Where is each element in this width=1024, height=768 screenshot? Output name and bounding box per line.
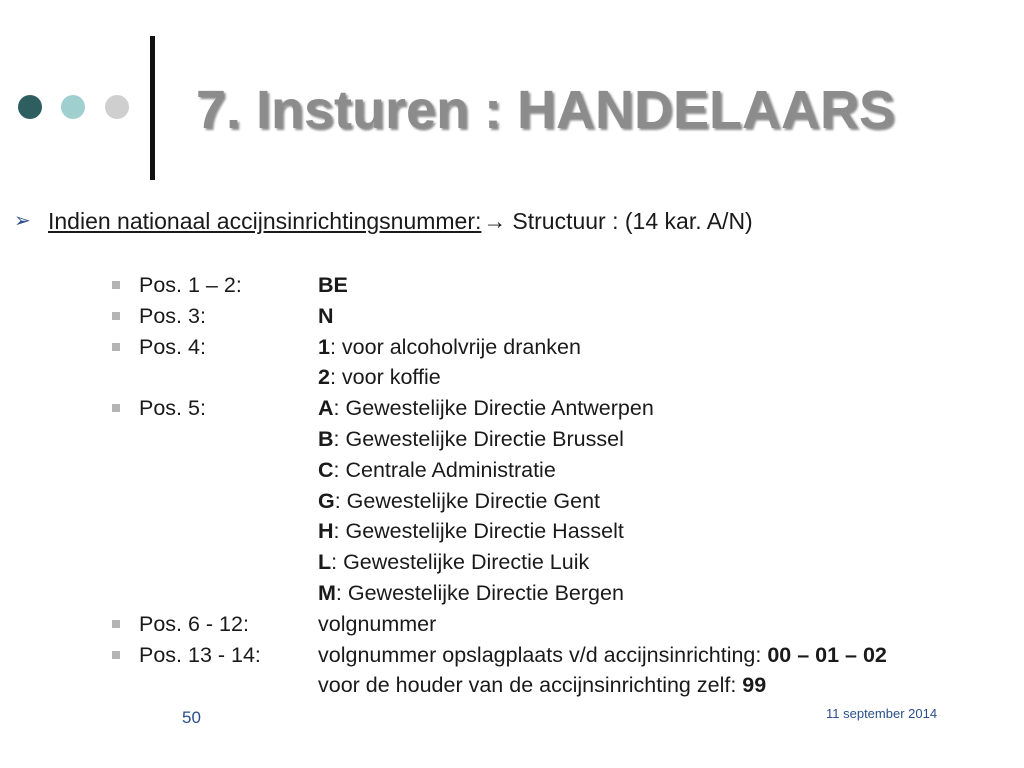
value-description: volgnummer [318, 611, 437, 636]
position-value [318, 516, 624, 546]
value-code: 2 [318, 365, 330, 390]
right-arrow-icon: → [483, 208, 507, 234]
list-item [112, 609, 1012, 640]
decor-dot-grey [105, 95, 129, 119]
value-code: B [318, 426, 334, 451]
square-bullet-icon [112, 620, 120, 628]
value-description: volgnummer opslagplaats v/d accijnsinrichting: [318, 642, 768, 667]
value-description: : Gewestelijke Directie Bergen [335, 580, 624, 605]
position-list [112, 270, 1012, 701]
value-code: H [318, 519, 334, 544]
position-label: Pos. 3: [139, 303, 206, 328]
position-label: Pos. 6 - 12: [139, 611, 249, 636]
value-description: voor de houder van de accijnsinrichting zelf: [318, 673, 743, 698]
list-item [112, 455, 1012, 486]
position-label: Pos. 1 – 2: [139, 273, 242, 297]
value-code: G [318, 488, 335, 513]
position-value [318, 393, 654, 423]
list-item [112, 670, 1012, 701]
arrow-bullet-icon: ➢ [14, 210, 31, 232]
list-item [112, 301, 1012, 332]
page-number: 50 [182, 708, 201, 727]
position-value [318, 609, 436, 639]
list-item [112, 486, 1012, 517]
bullet-underlined-text: Indien nationaal accijnsinrichtingsnummer: [48, 208, 482, 234]
value-code: 00 – 01 – 02 [767, 642, 887, 667]
position-label: Pos. 13 - 14: [139, 642, 261, 667]
bullet-structure-text: Structuur : (14 kar. A/N) [512, 208, 753, 234]
value-description: : Centrale Administratie [333, 457, 556, 482]
value-code: BE [318, 273, 348, 297]
position-value [318, 640, 887, 670]
value-code: C [318, 457, 334, 482]
value-code: L [318, 550, 332, 575]
value-description: : Gewestelijke Directie Antwerpen [333, 396, 654, 421]
list-item [112, 547, 1012, 578]
value-description: : Gewestelijke Directie Hasselt [333, 519, 624, 544]
value-description: : voor alcoholvrije dranken [329, 334, 581, 359]
footer-date: 11 september 2014 [826, 706, 938, 721]
position-value [318, 578, 624, 608]
main-bullet [14, 206, 753, 236]
square-bullet-icon [112, 343, 120, 351]
value-code: N [318, 303, 334, 328]
position-value [318, 455, 556, 485]
value-code: 1 [318, 334, 330, 359]
position-label: Pos. 5: [139, 396, 206, 421]
slide-title: 7. Insturen : HANDELAARS [196, 80, 896, 140]
square-bullet-icon [112, 651, 120, 659]
position-value [318, 547, 589, 577]
value-description: : Gewestelijke Directie Luik [331, 550, 590, 575]
position-value [318, 301, 334, 331]
square-bullet-icon [112, 312, 120, 320]
value-code: M [318, 580, 336, 605]
position-value [318, 486, 600, 516]
list-item [112, 516, 1012, 547]
list-item [112, 578, 1012, 609]
list-item [112, 270, 1012, 301]
decor-dot-dark [18, 95, 42, 119]
position-value [318, 332, 581, 362]
list-item [112, 424, 1012, 455]
value-code: 99 [742, 673, 767, 698]
square-bullet-icon [112, 281, 120, 289]
square-bullet-icon [112, 404, 120, 412]
value-description: : Gewestelijke Directie Gent [334, 488, 600, 513]
value-description: : Gewestelijke Directie Brussel [333, 426, 624, 451]
position-value [318, 270, 348, 300]
list-item [112, 393, 1012, 424]
value-code: A [318, 396, 334, 421]
value-description: : voor koffie [329, 365, 441, 390]
position-label: Pos. 4: [139, 334, 206, 359]
list-item [112, 640, 1012, 671]
decor-dot-light [61, 95, 85, 119]
list-item [112, 362, 1012, 393]
position-value [318, 670, 766, 700]
position-value [318, 424, 624, 454]
title-divider [150, 36, 155, 180]
position-value [318, 362, 441, 392]
list-item [112, 332, 1012, 363]
